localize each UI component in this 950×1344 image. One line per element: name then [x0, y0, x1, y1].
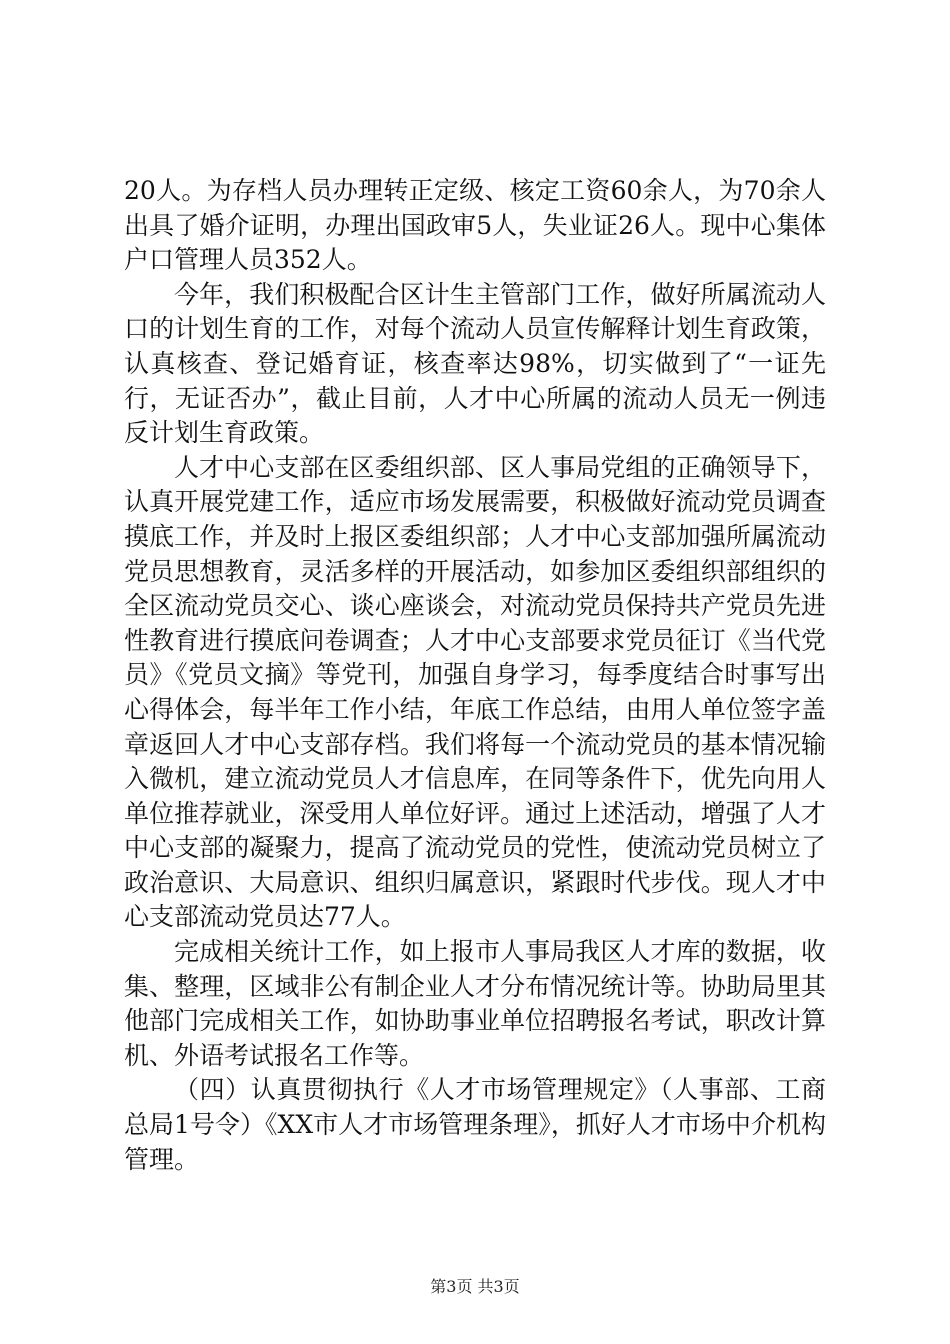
paragraph-market-management: （四）认真贯彻执行《人才市场管理规定》（人事部、工商总局1号令）《XX市人才市场管理条理》，抓好人才市场中介机构管理。	[124, 1075, 826, 1174]
paragraph-statistics: 完成相关统计工作，如上报市人事局我区人才库的数据，收集、整理，区域非公有制企业人才分布情况统计等。协助局里其他部门完成相关工作，如协助事业单位招聘报名考试，职改计算机、外语考试报名工作等。	[124, 937, 826, 1070]
document-body	[124, 174, 826, 1177]
page-number-footer: 第3页 共3页	[430, 1277, 520, 1296]
paragraph-continuation: 20人。为存档人员办理转正定级、核定工资60余人，为70余人出具了婚介证明，办理出国政审5人，失业证26人。现中心集体户口管理人员352人。	[124, 176, 826, 275]
paragraph-party-branch: 人才中心支部在区委组织部、区人事局党组的正确领导下，认真开展党建工作，适应市场发展需要，积极做好流动党员调查摸底工作，并及时上报区委组织部；人才中心支部加强所属流动党员思想教育，灵活多样的开展活动，如参加区委组织部组织的全区流动党员交心、谈心座谈会，对流动党员保持共产党员先进性教育进行摸底问卷调查；人才中心支部要求党员征订《当代党员》《党员文摘》等党刊，加强自身学习，每季度结合时事写出心得体会，每半年工作小结，年底工作总结，由用人单位签字盖章返回人才中心支部存档。我们将每一个流动党员的基本情况输入微机，建立流动党员人才信息库，在同等条件下，优先向用人单位推荐就业，深受用人单位好评。通过上述活动，增强了人才中心支部的凝聚力，提高了流动党员的党性，使流动党员树立了政治意识、大局意识、组织归属意识，紧跟时代步伐。现人才中心支部流动党员达77人。	[124, 452, 826, 932]
paragraph-family-planning: 今年，我们积极配合区计生主管部门工作，做好所属流动人口的计划生育的工作，对每个流动人员宣传解释计划生育政策，认真核查、登记婚育证，核查率达98%，切实做到了“一证先行，无证否办”，截止目前，人才中心所属的流动人员无一例违反计划生育政策。	[124, 279, 826, 448]
